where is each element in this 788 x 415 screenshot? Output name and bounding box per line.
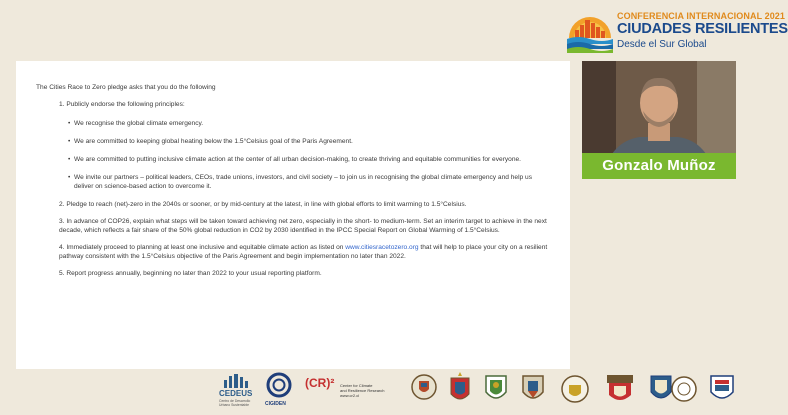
- cr2-sub2: and Resilience Research: [340, 388, 385, 393]
- municipality-crest-2-icon: [448, 370, 472, 408]
- pledge-item-4: [36, 243, 551, 261]
- pledge-item-4-after: that will help to place your city on a resilient pathway consistent with the 1.5°Celsius objective of the Paris Agreement and begin implementation no later than 2022.: [59, 244, 548, 260]
- conference-title-line3: Desde el Sur Global: [617, 39, 707, 50]
- municipality-crest-3-icon: [483, 372, 509, 406]
- municipality-crest-8-icon: [670, 374, 698, 404]
- principle-text: We recognise the global climate emergency.: [74, 120, 204, 127]
- shared-slide: [16, 61, 570, 369]
- municipality-crest-4-icon: [520, 372, 546, 406]
- principle-bullet: [36, 155, 551, 164]
- bullet-dot-icon: •: [68, 138, 71, 145]
- principle-text: We invite our partners – political leaders, CEOs, trade unions, investors, and civil society – to join us in recognising the global climate emergency and help us deliver on science-based action to overcome it.: [74, 174, 533, 190]
- conference-title-line2: CIUDADES RESILIENTES: [617, 21, 788, 37]
- sponsors-strip: [0, 368, 750, 415]
- conference-title-line1: CONFERENCIA INTERNACIONAL 2021: [617, 11, 786, 21]
- cedeus-sub2: Urbano Sustentable: [219, 403, 249, 407]
- speaker-name-banner: Gonzalo Muñoz: [582, 153, 736, 179]
- cr2-logo: (CR)²: [305, 376, 335, 390]
- principle-bullet: [36, 173, 551, 191]
- bullet-dot-icon: •: [68, 174, 71, 181]
- cigiden-name: CIGIDEN: [265, 401, 286, 407]
- cedeus-name: CEDEUS: [219, 389, 253, 398]
- conference-logo: [565, 8, 788, 54]
- pledge-item-5: 5. Report progress annually, beginning no later than 2022 to your usual reporting platform.: [59, 270, 322, 277]
- municipality-crest-1-icon: [410, 372, 438, 406]
- principle-bullet: [36, 119, 551, 128]
- cr2-sub1: Center for Climate: [340, 383, 373, 388]
- cigiden-logo-icon: [266, 372, 292, 398]
- cities-race-link[interactable]: www.citiesracetozero.org: [345, 244, 419, 251]
- municipality-crest-5-icon: [560, 373, 590, 405]
- principle-text: We are committed to keeping global heating below the 1.5°Celsius goal of the Paris Agreement.: [74, 138, 353, 145]
- pledge-item-1: 1. Publicly endorse the following principles:: [59, 101, 185, 108]
- pledge-item-4-before: 4. Immediately proceed to planning at least one inclusive and equitable climate action as listed on: [59, 244, 346, 251]
- bullet-dot-icon: •: [68, 156, 71, 163]
- principle-bullet: [36, 137, 551, 146]
- pledge-item-3: 3. In advance of COP26, explain what steps will be taken toward achieving net zero, especially in the short- to medium-term. Set an interim target to achieve in the next decade, which reflects a fair share of the 50% global reduction in CO2 by 2030 identified in the IPCC Special Report on Global Warming of 1.5°Celsius.: [59, 218, 547, 234]
- municipality-crest-6-icon: [604, 371, 636, 407]
- municipality-crest-9-icon: [708, 372, 736, 406]
- bullet-dot-icon: •: [68, 120, 71, 127]
- cr2-sub3: www.cr2.cl: [340, 393, 360, 398]
- slide-content: [36, 83, 551, 286]
- cedeus-sub1: Centro de Desarrollo: [219, 399, 251, 403]
- pledge-item-2: 2. Pledge to reach (net)-zero in the 2040s or sooner, or by mid-century at the latest, in line with global efforts to limit warming to 1.5°Celsius.: [59, 201, 467, 208]
- slide-intro: The Cities Race to Zero pledge asks that you do the following: [36, 84, 216, 91]
- principle-text: We are committed to putting inclusive climate action at the center of all urban decision-making, to create thriving and equitable communities for everyone.: [74, 156, 522, 163]
- conference-emblem-icon: [565, 8, 615, 54]
- cedeus-logo-icon: [222, 374, 250, 388]
